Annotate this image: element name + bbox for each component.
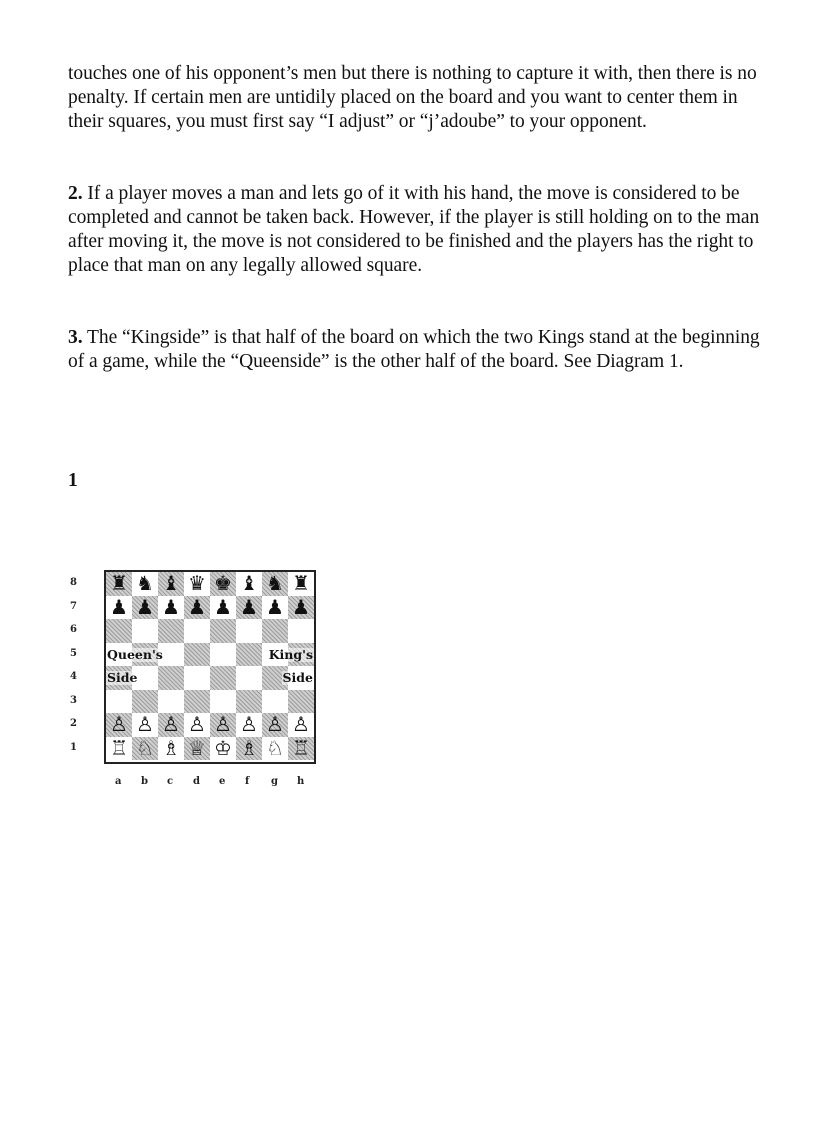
rank-label-3: 3 [70, 694, 77, 706]
square-f4 [236, 666, 262, 690]
chess-piece-g1: ♘ [266, 735, 284, 760]
square-e6 [210, 619, 236, 643]
chess-piece-b1: ♘ [136, 735, 154, 760]
rank-label-7: 7 [70, 600, 77, 612]
rank-label-8: 8 [70, 577, 77, 588]
chess-piece-d8: ♛ [188, 571, 206, 595]
chess-piece-b7: ♟ [136, 594, 154, 619]
rank-label-5: 5 [70, 647, 77, 659]
file-label-b: b [141, 776, 148, 787]
square-d3 [184, 690, 210, 714]
paragraph-text: If a player moves a man and lets go of it with his hand, the move is considered to be completed and cannot be taken back. However, if the player is still holding on to the man after moving it, the move is not considered to be finished and the players has the right to place that man on any legally allowed square. [68, 183, 760, 276]
square-b6 [132, 619, 158, 643]
square-c3 [158, 690, 184, 714]
file-label-g: g [271, 776, 278, 787]
square-f5 [236, 643, 262, 667]
rank-label-6: 6 [70, 624, 77, 635]
chess-piece-b2: ♙ [136, 712, 154, 736]
square-g6 [262, 619, 288, 643]
chess-piece-f8: ♝ [240, 571, 258, 595]
square-c4 [158, 666, 184, 690]
paragraph-rule-3 [68, 326, 768, 374]
queenside-label-line1: Queen's [107, 646, 163, 662]
square-f6 [236, 619, 262, 643]
chess-piece-a1: ♖ [110, 735, 128, 760]
chess-piece-g2: ♙ [266, 712, 284, 736]
paragraph-text: The “Kingside” is that half of the board on which the two Kings stand at the beginning of a game, while the “Queenside” is the other half of the board. See Diagram 1. [68, 327, 760, 372]
square-d4 [184, 666, 210, 690]
square-b3 [132, 690, 158, 714]
square-e5 [210, 643, 236, 667]
paragraph-text: touches one of his opponent’s men but there is nothing to capture it with, then there is no penalty. If certain men are untidily placed on the board and you want to center them in their squares, you must first say “I adjust” or “j’adoube” to your opponent. [68, 63, 757, 132]
chess-piece-f7: ♟ [240, 594, 258, 619]
chess-piece-e8: ♚ [214, 571, 232, 595]
chess-piece-c2: ♙ [162, 712, 180, 736]
square-a3 [106, 690, 132, 714]
chess-piece-e1: ♔ [214, 735, 232, 760]
square-a6 [106, 619, 132, 643]
chess-piece-b8: ♞ [136, 571, 154, 595]
chess-piece-f2: ♙ [240, 712, 258, 736]
square-e4 [210, 666, 236, 690]
rule-number: 3. [68, 327, 83, 348]
chess-piece-c7: ♟ [162, 594, 180, 619]
square-g3 [262, 690, 288, 714]
chess-piece-f1: ♗ [240, 735, 258, 760]
square-e3 [210, 690, 236, 714]
chess-piece-h8: ♜ [292, 571, 310, 595]
square-h3 [288, 690, 314, 714]
rule-number: 2. [68, 183, 83, 204]
paragraph-touch-move [68, 62, 768, 134]
paragraph-rule-2 [68, 182, 768, 278]
rank-label-4: 4 [70, 671, 77, 682]
chess-board [104, 570, 316, 764]
square-d5 [184, 643, 210, 667]
chess-piece-a7: ♟ [110, 594, 128, 619]
file-label-e: e [219, 776, 226, 787]
kingside-label-line2: Side [282, 670, 313, 685]
chess-piece-h7: ♟ [292, 594, 310, 619]
chess-piece-e7: ♟ [214, 594, 232, 619]
file-label-c: c [167, 776, 174, 787]
file-label-d: d [193, 776, 200, 787]
chess-piece-e2: ♙ [214, 712, 232, 736]
chess-diagram [60, 560, 340, 800]
square-d6 [184, 619, 210, 643]
chess-piece-d7: ♟ [188, 594, 206, 619]
chess-piece-g7: ♟ [266, 594, 284, 619]
file-label-f: f [245, 776, 250, 787]
chess-piece-d2: ♙ [188, 712, 206, 736]
chess-piece-h2: ♙ [292, 712, 310, 736]
chess-piece-a2: ♙ [110, 712, 128, 736]
kingside-label-line1: King's [268, 646, 313, 662]
diagram-number: 1 [68, 470, 78, 491]
rank-label-1: 1 [70, 741, 77, 753]
file-label-h: h [297, 776, 305, 787]
queenside-label-line2: Side [107, 670, 138, 685]
chess-piece-c8: ♝ [162, 571, 180, 595]
chess-piece-d1: ♕ [188, 735, 206, 760]
square-f3 [236, 690, 262, 714]
file-label-a: a [115, 776, 122, 787]
chess-piece-g8: ♞ [266, 571, 284, 595]
square-h6 [288, 619, 314, 643]
chess-piece-c1: ♗ [162, 735, 180, 760]
square-c6 [158, 619, 184, 643]
rank-label-2: 2 [70, 718, 77, 729]
chess-piece-a8: ♜ [110, 571, 128, 595]
chess-piece-h1: ♖ [292, 735, 310, 760]
